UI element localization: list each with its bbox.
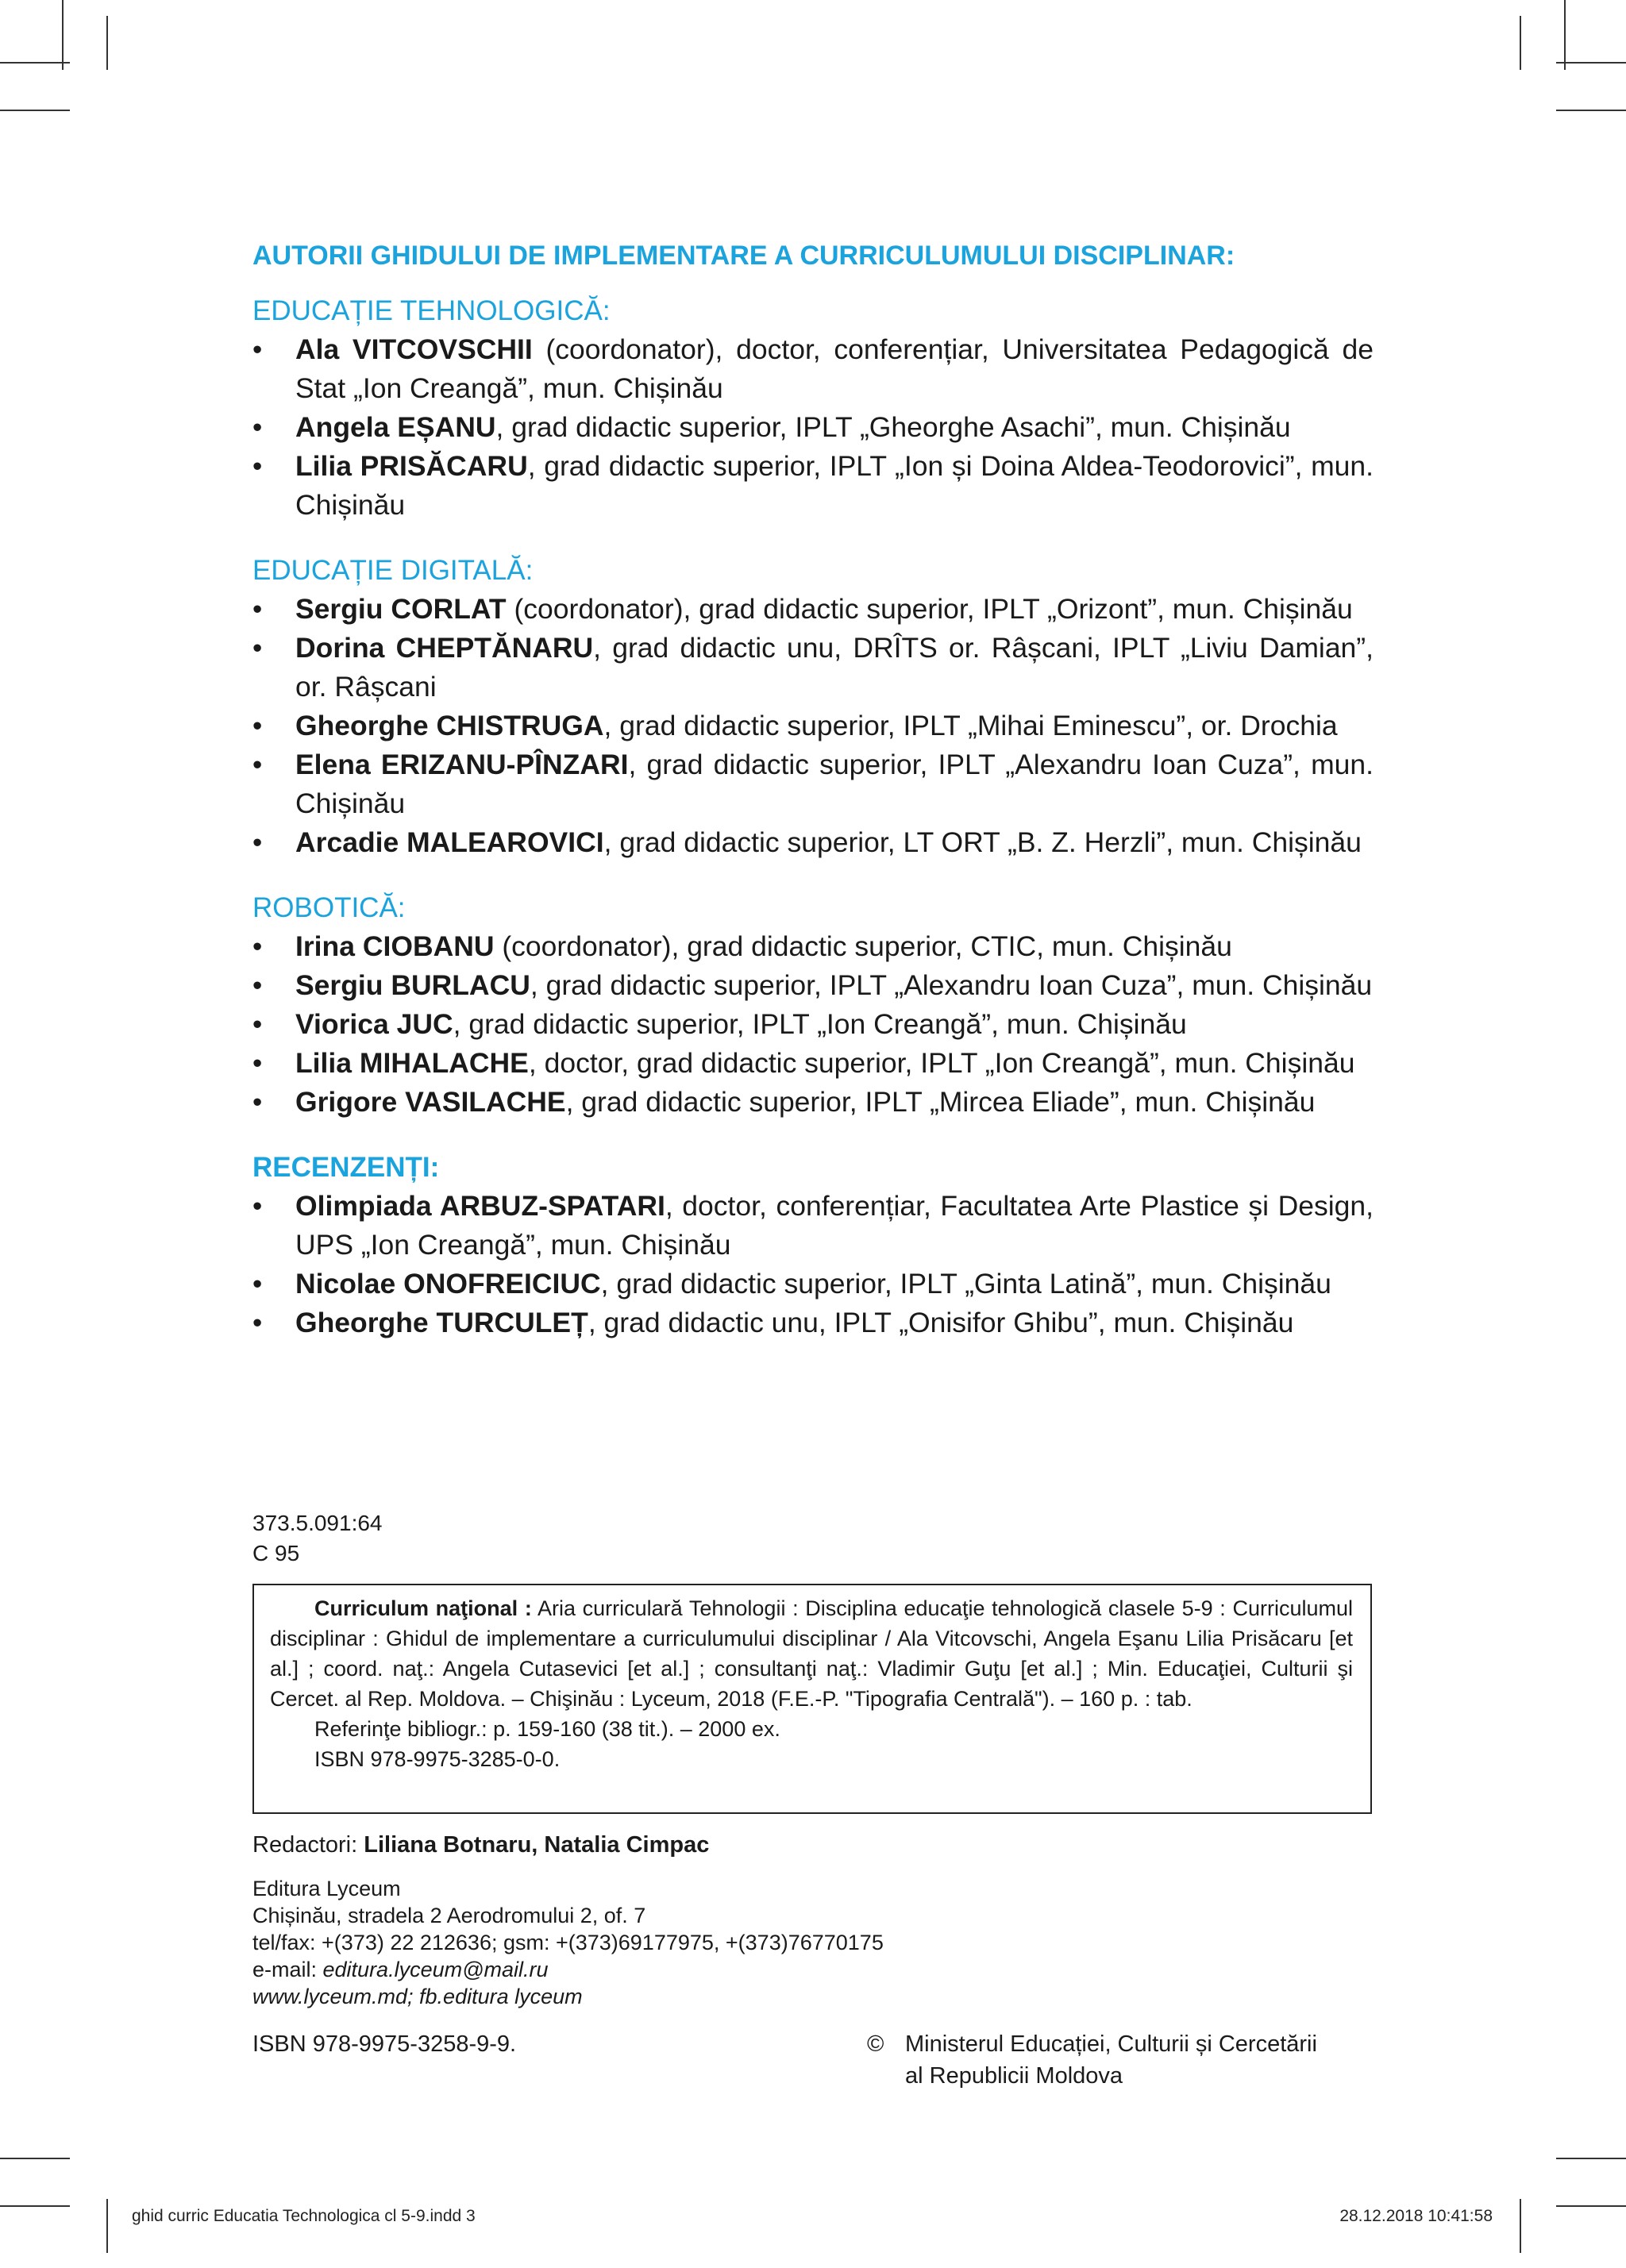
- author-section: [252, 1149, 1374, 1342]
- author-name: Sergiu BURLACU: [295, 969, 530, 1001]
- catalog-body: Aria curriculară Tehnologii : Disciplina educaţie tehnologică clasele 5-9 : Curriculumul disciplinar : Ghidul de implementare a curriculumului disciplinar / Ala Vitcovschi, Angela Eşanu Lilia Prisăcaru [et al.] ; coord. naţ.: Angela Cutasevici [et al.] ; consultanţi naţ.: Vladimir Guţu [et al.] ; Min. Educaţiei, Culturii şi Cercet. al Rep. Moldova. – Chişinău : Lyceum, 2018 (F.E.-P. "Tipografia Centrală"). – 160 p. : tab.: [270, 1596, 1353, 1711]
- author-list: [252, 330, 1374, 525]
- list-item: [252, 1303, 1374, 1342]
- bullet-icon: •: [252, 412, 263, 443]
- publisher-phone: tel/fax: +(373) 22 212636; gsm: +(373)69177975, +(373)76770175: [252, 1931, 884, 1954]
- list-item: [252, 447, 1374, 525]
- crop-mark: [1556, 62, 1626, 64]
- list-item: [252, 1187, 1374, 1265]
- author-details: , grad didactic superior, IPLT „Alexandru Ioan Cuza”, mun. Chișinău: [295, 749, 1374, 819]
- author-details: (coordonator), grad didactic superior, CTIC, mun. Chișinău: [494, 930, 1232, 962]
- list-item: [252, 823, 1374, 862]
- copyright-line2: al Republicii Moldova: [905, 2063, 1123, 2089]
- publisher-web-line: [252, 1983, 884, 2010]
- list-item: [252, 707, 1374, 745]
- list-item: [252, 408, 1374, 447]
- catalog-refs: Referinţe bibliogr.: p. 159-160 (38 tit.). – 2000 ex.: [314, 1717, 780, 1741]
- isbn-main: ISBN 978-9975-3258-9-9.: [252, 2031, 517, 2057]
- author-details: , grad didactic superior, IPLT „Gheorghe Asachi”, mun. Chișinău: [495, 411, 1291, 443]
- section-title: RECENZENȚI:: [252, 1152, 440, 1183]
- author-name: Lilia PRISĂCARU: [295, 450, 528, 482]
- author-list: [252, 1187, 1374, 1342]
- crop-mark: [0, 2158, 70, 2159]
- print-slug-file: ghid curric Educatia Technologica cl 5-9.indd 3: [132, 2207, 476, 2225]
- author-details: , grad didactic unu, DRÎTS or. Râșcani, IPLT „Liviu Damian”, or. Râșcani: [295, 632, 1374, 703]
- list-item: [252, 966, 1374, 1005]
- copyright-symbol: ©: [867, 2031, 884, 2057]
- author-name: Gheorghe CHISTRUGA: [295, 710, 604, 741]
- bullet-icon: •: [252, 749, 263, 780]
- author-details: (coordonator), doctor, conferențiar, Universitatea Pedagogică de Stat „Ion Creangă”, mun. Chișinău: [295, 333, 1374, 404]
- publisher-name: Editura Lyceum: [252, 1877, 401, 1900]
- crop-mark: [1520, 16, 1521, 70]
- print-slug-date: 28.12.2018 10:41:58: [1339, 2207, 1493, 2225]
- catalog-main: [270, 1593, 1353, 1714]
- author-details: , doctor, conferențiar, Facultatea Arte Plastice și Design, UPS „Ion Creangă”, mun. Chișinău: [295, 1190, 1374, 1261]
- section-title: ROBOTICĂ:: [252, 892, 406, 923]
- author-sections: [252, 292, 1374, 1342]
- crop-mark: [1520, 2199, 1521, 2253]
- copyright-notice: [867, 2028, 1317, 2092]
- crop-mark: [1556, 2158, 1626, 2159]
- author-details: , grad didactic superior, LT ORT „B. Z. Herzli”, mun. Chișinău: [603, 826, 1362, 858]
- list-item: [252, 1083, 1374, 1122]
- bullet-icon: •: [252, 970, 263, 1001]
- publisher-email: editura.lyceum@mail.ru: [322, 1958, 549, 1981]
- list-item: [252, 745, 1374, 823]
- author-list: [252, 590, 1374, 862]
- author-name: Elena ERIZANU-PÎNZARI: [295, 749, 629, 780]
- list-item: [252, 629, 1374, 707]
- crop-mark: [1556, 2205, 1626, 2207]
- author-list: [252, 927, 1374, 1122]
- bullet-icon: •: [252, 1009, 263, 1040]
- list-item: [252, 927, 1374, 966]
- author-details: , grad didactic superior, IPLT „Ion Creangă”, mun. Chișinău: [453, 1008, 1187, 1040]
- author-details: , grad didactic superior, IPLT „Ginta Latină”, mun. Chișinău: [600, 1268, 1331, 1300]
- bullet-icon: •: [252, 1191, 263, 1222]
- crop-mark: [62, 0, 64, 70]
- author-details: , grad didactic superior, IPLT „Alexandru Ioan Cuza”, mun. Chișinău: [530, 969, 1373, 1001]
- author-details: , grad didactic superior, IPLT „Ion și Doina Aldea-Teodorovici”, mun. Chișinău: [295, 450, 1374, 521]
- author-name: Arcadie MALEAROVICI: [295, 826, 604, 858]
- page-title: AUTORII GHIDULUI DE IMPLEMENTARE A CURRICULUMULUI DISCIPLINAR:: [252, 241, 1235, 271]
- author-details: , grad didactic superior, IPLT „Mihai Eminescu”, or. Drochia: [603, 710, 1338, 741]
- author-name: Gheorghe TURCULEȚ: [295, 1307, 588, 1338]
- crop-mark: [0, 2205, 70, 2207]
- crop-mark: [1556, 110, 1626, 111]
- bullet-icon: •: [252, 931, 263, 962]
- author-name: Nicolae ONOFREICIUC: [295, 1268, 601, 1300]
- catalog-isbn: ISBN 978-9975-3285-0-0.: [314, 1747, 561, 1771]
- author-name: Viorica JUC: [295, 1008, 453, 1040]
- bullet-icon: •: [252, 451, 263, 482]
- author-section: [252, 292, 1374, 525]
- cip-codes: [252, 1508, 383, 1569]
- editors-names: Liliana Botnaru, Natalia Cimpac: [364, 1832, 710, 1858]
- crop-mark: [106, 2199, 108, 2253]
- author-name: Angela EȘANU: [295, 411, 496, 443]
- bullet-icon: •: [252, 1307, 263, 1338]
- list-item: [252, 1005, 1374, 1044]
- publisher-info: [252, 1875, 884, 2010]
- section-title: EDUCAȚIE TEHNOLOGICĂ:: [252, 295, 611, 326]
- crop-mark: [0, 62, 70, 64]
- copyright-line1: Ministerul Educației, Culturii și Cercetării: [905, 2031, 1317, 2057]
- author-section: [252, 889, 1374, 1122]
- bullet-icon: •: [252, 827, 263, 858]
- author-name: Ala VITCOVSCHII: [295, 333, 533, 365]
- list-item: [252, 1044, 1374, 1083]
- crop-mark: [0, 110, 70, 111]
- bullet-icon: •: [252, 633, 263, 664]
- author-details: (coordonator), grad didactic superior, IPLT „Orizont”, mun. Chișinău: [506, 593, 1353, 625]
- udc-code: 373.5.091:64: [252, 1511, 383, 1535]
- author-details: , doctor, grad didactic superior, IPLT „Ion Creangă”, mun. Chișinău: [528, 1047, 1355, 1079]
- bullet-icon: •: [252, 334, 263, 365]
- bullet-icon: •: [252, 1048, 263, 1079]
- section-title: EDUCAȚIE DIGITALĂ:: [252, 555, 534, 586]
- author-name: Irina CIOBANU: [295, 930, 495, 962]
- authors-block: [252, 238, 1374, 1369]
- list-item: [252, 330, 1374, 408]
- list-item: [252, 590, 1374, 629]
- catalog-lead: Curriculum naţional :: [314, 1596, 532, 1620]
- crop-mark: [106, 16, 108, 70]
- author-name: Grigore VASILACHE: [295, 1086, 566, 1118]
- publisher-web: www.lyceum.md; fb.editura lyceum: [252, 1985, 583, 2008]
- publisher-email-line: [252, 1956, 884, 1983]
- author-details: , grad didactic superior, IPLT „Mircea Eliade”, mun. Chișinău: [565, 1086, 1316, 1118]
- editors: [252, 1829, 709, 1861]
- author-section: [252, 552, 1374, 862]
- bullet-icon: •: [252, 1269, 263, 1300]
- author-name: Olimpiada ARBUZ-SPATARI: [295, 1190, 665, 1222]
- author-name: Lilia MIHALACHE: [295, 1047, 529, 1079]
- author-name: Sergiu CORLAT: [295, 593, 507, 625]
- crop-mark: [1564, 0, 1566, 70]
- editors-label: Redactori:: [252, 1832, 364, 1858]
- list-item: [252, 1265, 1374, 1303]
- bullet-icon: •: [252, 1087, 263, 1118]
- bullet-icon: •: [252, 710, 263, 741]
- publisher-address: Chișinău, stradela 2 Aerodromului 2, of. 7: [252, 1904, 646, 1927]
- author-name: Dorina CHEPTĂNARU: [295, 632, 594, 664]
- email-label: e-mail:: [252, 1958, 323, 1981]
- catalog-code: C 95: [252, 1541, 300, 1565]
- author-details: , grad didactic unu, IPLT „Onisifor Ghibu”, mun. Chișinău: [588, 1307, 1294, 1338]
- catalog-record: [252, 1584, 1372, 1814]
- bullet-icon: •: [252, 594, 263, 625]
